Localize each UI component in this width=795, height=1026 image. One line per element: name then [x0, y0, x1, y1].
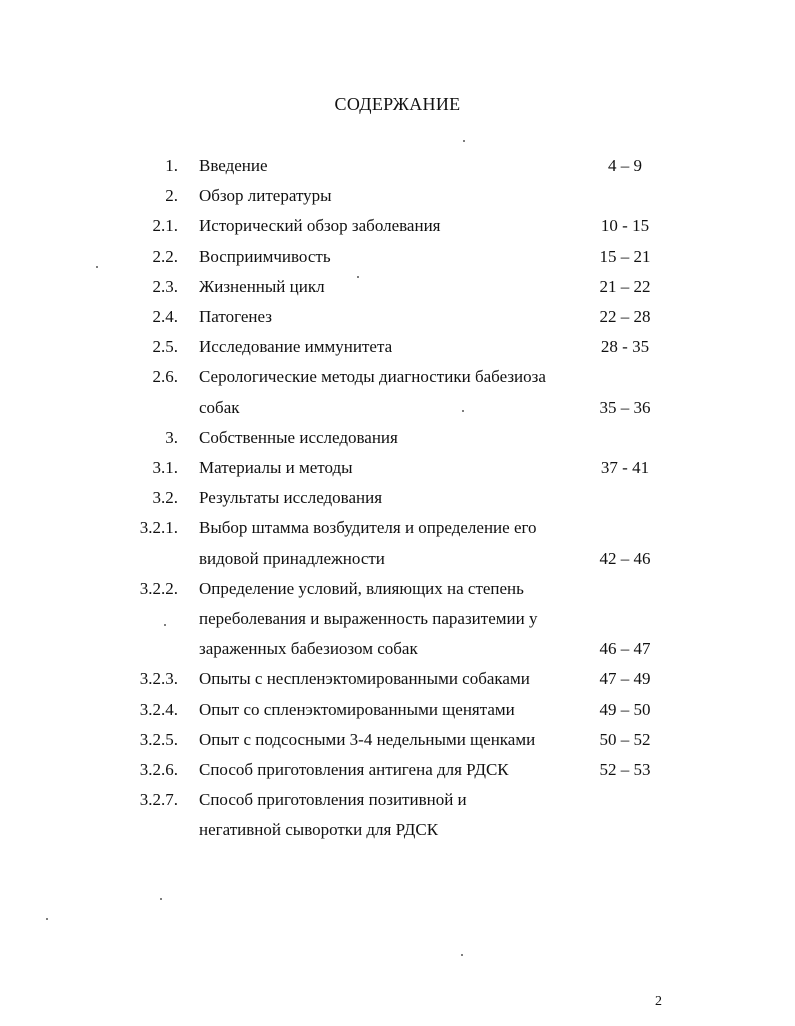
toc-number: 3. [165, 427, 178, 447]
toc-number: 3.2.6. [139, 760, 178, 779]
toc-text: Собственные исследования [199, 427, 398, 447]
toc-number: 2.3. [152, 276, 178, 296]
scan-speck [462, 410, 464, 412]
scan-speck [357, 276, 359, 278]
toc-text: Исторический обзор заболевания [199, 216, 441, 236]
toc-text: негативной сыворотки для РДСК [199, 820, 439, 840]
toc-text: Введение [199, 156, 268, 175]
toc-row [0, 483, 795, 513]
toc-text: Материалы и методы [199, 458, 353, 477]
toc-text: Результаты исследования [199, 488, 383, 508]
toc-text: Жизненный цикл [199, 276, 325, 296]
toc-text: Исследование иммунитета [199, 337, 393, 357]
toc-row [0, 211, 795, 241]
scan-speck [96, 266, 98, 268]
toc-row [0, 362, 795, 392]
toc-row [0, 332, 795, 362]
toc-text: зараженных бабезиозом собак [199, 639, 418, 659]
toc-text: Восприимчивость [199, 246, 331, 266]
scan-speck [160, 898, 162, 900]
toc-row [0, 755, 795, 785]
toc-text: Опыты с неспленэктомированными собаками [199, 669, 530, 689]
toc-pages: 37 - 41 [600, 458, 650, 477]
scan-speck [46, 918, 48, 920]
toc-pages: 15 – 21 [599, 246, 651, 266]
toc-text: видовой принадлежности [199, 548, 385, 568]
toc-text: Обзор литературы [199, 186, 332, 206]
toc-pages: 21 – 22 [599, 276, 651, 296]
toc-text: собак [199, 397, 240, 417]
toc-number: 3.2.1. [139, 518, 178, 538]
toc-number: 2.2. [152, 246, 178, 266]
toc-row [0, 393, 795, 423]
toc-row [0, 815, 795, 845]
toc-text: Определение условий, влияющих на степень [199, 578, 524, 598]
toc-row [0, 423, 795, 453]
toc-number: 1. [165, 156, 178, 175]
scan-speck [463, 140, 465, 142]
toc-number: 3.1. [152, 458, 178, 477]
toc-number: 3.2.3. [139, 669, 178, 689]
toc-row [0, 453, 795, 483]
toc-row [0, 725, 795, 755]
toc-row [0, 634, 795, 664]
toc-text: Способ приготовления позитивной и [199, 790, 467, 810]
toc-pages: 35 – 36 [599, 397, 651, 417]
toc-text: Серологические методы диагностики бабезиоза [199, 367, 546, 387]
toc-pages: 52 – 53 [599, 760, 651, 779]
toc-row [0, 574, 795, 604]
toc-pages: 50 – 52 [599, 729, 651, 749]
toc-number: 3.2. [152, 488, 178, 508]
toc-pages: 46 – 47 [599, 639, 651, 659]
toc-row [0, 302, 795, 332]
toc-row [0, 664, 795, 694]
toc-text: Опыт со спленэктомированными щенятами [199, 699, 515, 719]
toc-number: 2.1. [152, 216, 178, 236]
toc-pages: 47 – 49 [599, 669, 651, 689]
toc-number: 2.4. [152, 307, 178, 326]
toc-number: 3.2.2. [139, 578, 178, 598]
toc-row [0, 604, 795, 634]
toc-row [0, 544, 795, 574]
page-title: СОДЕРЖАНИЕ [334, 94, 461, 114]
toc-pages: 22 – 28 [599, 307, 651, 326]
toc-row [0, 242, 795, 272]
toc-number: 3.2.7. [139, 790, 178, 810]
toc-row [0, 513, 795, 543]
toc-number: 3.2.5. [139, 729, 178, 749]
toc-row [0, 272, 795, 302]
toc-text: Опыт с подсосными 3-4 недельными щенками [199, 729, 536, 749]
toc-text: Способ приготовления антигена для РДСК [199, 760, 509, 779]
toc-number: 2. [165, 186, 178, 206]
toc-pages: 49 – 50 [599, 699, 651, 719]
toc-row [0, 151, 795, 181]
toc-pages: 42 – 46 [599, 548, 651, 568]
toc-number: 3.2.4. [139, 699, 178, 719]
toc-row [0, 785, 795, 815]
toc-pages: 28 - 35 [600, 337, 650, 357]
scan-speck [164, 624, 166, 626]
scan-speck [461, 954, 463, 956]
toc-number: 2.5. [152, 337, 178, 357]
page-number: 2 [655, 994, 662, 1009]
toc-text: Выбор штамма возбудителя и определение его [199, 518, 537, 538]
toc-row [0, 181, 795, 211]
toc-text: Патогенез [199, 307, 272, 326]
toc-row [0, 695, 795, 725]
toc-pages: 4 – 9 [608, 156, 642, 175]
toc-text: переболевания и выраженность паразитемии у [199, 609, 538, 628]
toc-number: 2.6. [152, 367, 178, 387]
toc-pages: 10 - 15 [600, 216, 650, 236]
